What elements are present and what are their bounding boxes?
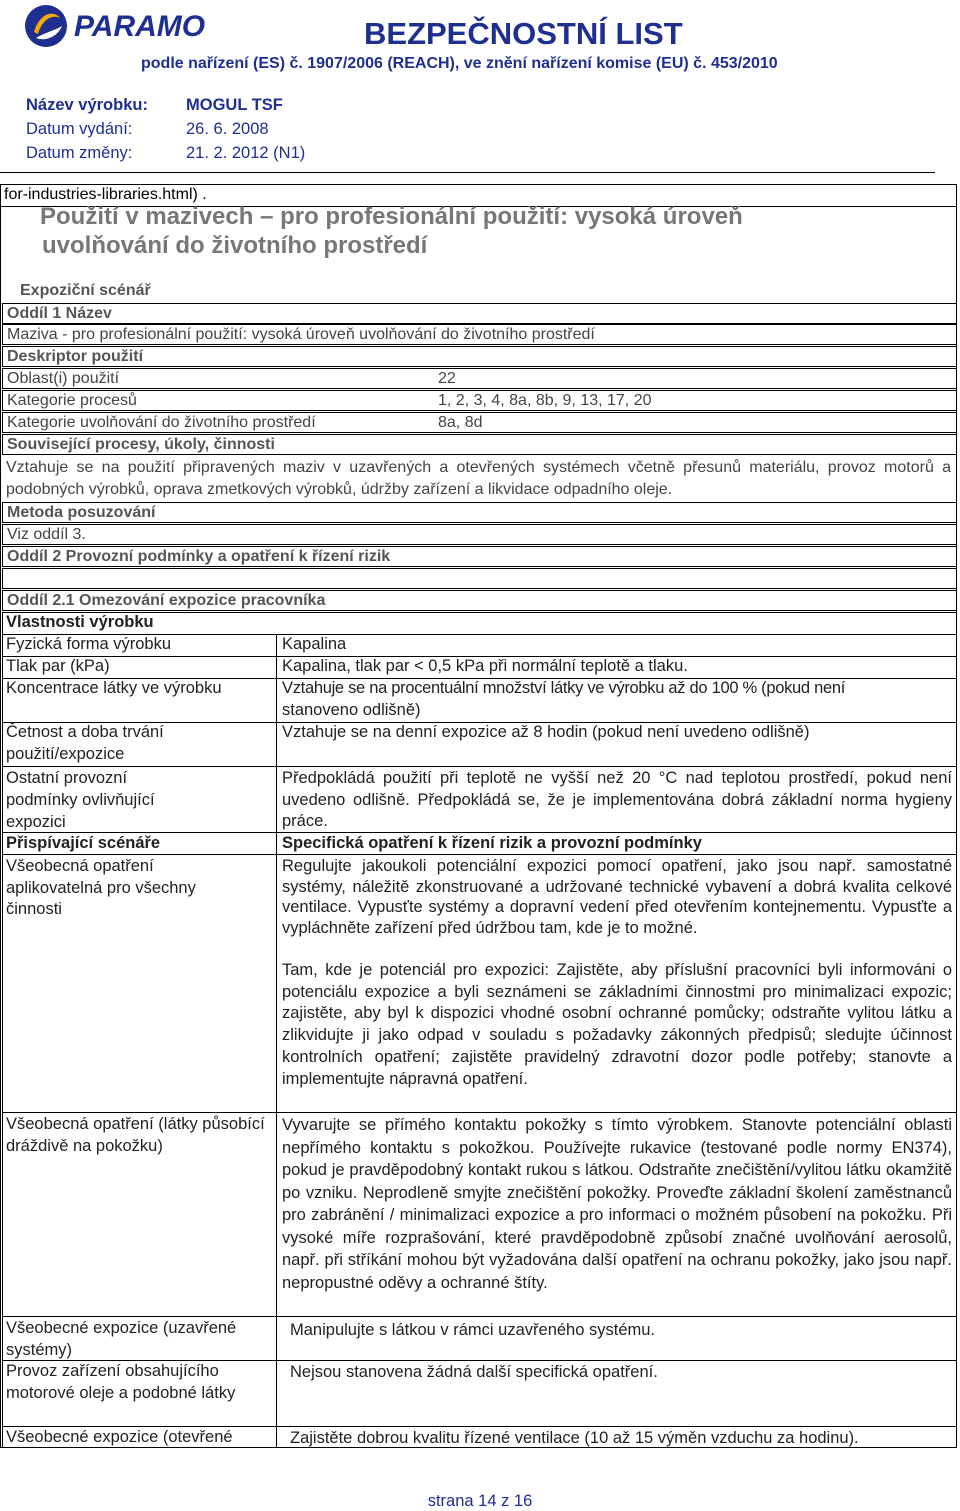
exposure-scenario-label: Expoziční scénář [20, 282, 151, 299]
changed-label: Datum změny: [26, 144, 133, 162]
empty-row [2, 568, 957, 589]
method-heading: Metoda posuzování [2, 502, 957, 523]
changed-date-line [26, 144, 305, 163]
motor-value: Nejsou stanovena žádná další specifická opatření. [290, 1363, 658, 1381]
descriptor-heading: Deskriptor použití [2, 346, 957, 367]
header-divider [0, 172, 935, 173]
proc-row [2, 390, 957, 411]
document-subtitle: podle nařízení (ES) č. 1907/2006 (REACH), ve znění nařízení komise (EU) č. 453/2010 [141, 55, 778, 72]
freq-label-1: Četnost a doba trvání [6, 723, 164, 741]
table-line [2, 1316, 957, 1317]
vp-label: Tlak par (kPa) [6, 657, 110, 675]
conc-value-2: stanoveno odlišně) [282, 701, 421, 719]
vp-value: Kapalina, tlak par < 0,5 kPa při normální teplotě a tlaku. [282, 657, 688, 675]
closed-value: Manipulujte s látkou v rámci uzavřeného systému. [290, 1321, 655, 1339]
areas-label: Oblast(i) použití [7, 370, 120, 387]
general-label: Všeobecná opatření aplikovatelná pro všechny činnosti [6, 857, 196, 919]
erc-row [2, 412, 957, 433]
props-heading: Vlastnosti výrobku [6, 613, 154, 631]
open-label: Všeobecné expozice (otevřené [6, 1428, 233, 1446]
continued-text: for-industries-libraries.html) . [4, 186, 207, 203]
issued-label: Datum vydání: [26, 120, 133, 138]
rmm-heading: Specifická opatření k řízení rizik a provozní podmínky [282, 834, 702, 852]
general-value-2: Tam, kde je potenciál pro expozici: Zajistěte, aby příslušní pracovníci byli informováni o potenciálu expozice a byli seznámeni se základními činnostmi pro minimalizaci expozic; zajistěte, aby byl k dispozici vhodné osobní ochranné pomůcky; odstraňte vylitou látku a zlikvidujte ji jako odpad v souladu s požadavky zákonných předpisů; sledujte účinnost kontrolních opatření; zajistěte pravidelný zdravotní dozor podle potřeby; stanovte a implementujte nápravná opatření. [282, 961, 952, 1088]
other-label-3: expozici [6, 813, 66, 831]
skin-value: Vyvarujte se přímého kontaktu pokožky s tímto výrobkem. Stanovte potenciální oblasti nepřímého kontaktu s pokožkou. Používejte rukavice (testované podle normy EN374), pokud je pravděpodobný kontakt rukou s látkou. Odstraňte znečištění/vylitou látku okamžitě po vzniku. Neprodleně smyjte znečištění pokožky. Proveďte základní školení zaměstnanců pro zabránění / minimalizaci expozice a pro informaci o možném působení na pokožku. Při vysoké míře rozprašování, které pravděpodobně způsobí značné uvolňování aerosolů, např. při stříkání mohou být vyžadována další opatření na ochranu pokožky, jako jsou např. nepropustné oděvy a ochranné štíty. [282, 1116, 952, 1292]
table-line [2, 1112, 957, 1113]
oddil-1-heading: Oddíl 1 Název [2, 303, 957, 324]
freq-value: Vztahuje se na denní expozice až 8 hodin (pokud není uvedeno odlišně) [282, 723, 810, 741]
other-label-1: Ostatní provozní [6, 769, 128, 787]
document-title: BEZPEČNOSTNÍ LIST [364, 16, 683, 51]
page-number: strana 14 z 16 [427, 1492, 533, 1510]
section-title [40, 202, 743, 260]
contrib-heading: Přispívající scénáře [6, 834, 161, 852]
frame-top-line [0, 184, 957, 185]
method-text: Viz oddíl 3. [2, 524, 957, 545]
changed-value: 21. 2. 2012 (N1) [186, 144, 306, 162]
issued-date-line [26, 120, 269, 139]
freq-label-2: použití/expozice [6, 745, 125, 763]
related-heading: Související procesy, úkoly, činnosti [2, 434, 957, 455]
other-value: Předpokládá použití při teplotě ne vyšší než 20 °C nad teplotou prostředí, pokud není uvedeno odlišně. Předpokládá se, že je implementována dobrá základní norma hygieny práce. [282, 769, 952, 831]
related-text: Vztahuje se na použití připravených maziv v uzavřených a otevřených systémech včetně přesunů materiálu, provoz motorů a podobných výrobků, oprava zmetkových výrobků, údržby zařízení a likvidace odpadního oleje. [6, 459, 951, 498]
general-value-1: Regulujte jakoukoli potenciální expozici pomocí opatření, jako jsou např. samostatné systémy, náležitě zkonstruované a udržované technické vybavení a dobrá kvalita celkové ventilace. Vypusťte systémy a dopravní vedení před otevřením kontejnementu. Vypusťte a vypláchněte zařízení před údržbou tam, kde je to možné. [282, 857, 952, 937]
proc-label: Kategorie procesů [7, 392, 137, 409]
product-value: MOGUL TSF [186, 96, 283, 114]
section-title-line-1: Použití v mazivech – pro profesionální použití: vysoká úroveň [40, 203, 743, 230]
erc-label: Kategorie uvolňování do životního prostředí [7, 414, 316, 431]
form-label: Fyzická forma výrobku [6, 635, 172, 653]
table-line [2, 766, 957, 767]
table-line [276, 634, 277, 1448]
motor-label: Provoz zařízení obsahujícího motorové oleje a podobné látky [6, 1362, 236, 1402]
svg-text:PARAMO: PARAMO [74, 10, 206, 43]
section-title-line-2: uvolňování do životního prostředí [42, 232, 428, 259]
form-value: Kapalina [282, 635, 347, 653]
other-label-2: podmínky ovlivňující [6, 791, 155, 809]
oddil-2-heading: Oddíl 2 Provozní podmínky a opatření k řízení rizik [2, 546, 957, 567]
product-name-line [26, 96, 283, 115]
proc-value: 1, 2, 3, 4, 8a, 8b, 9, 13, 17, 20 [438, 392, 652, 409]
conc-value-1: Vztahuje se na procentuální množství látky ve výrobku až do 100 % (pokud není [282, 679, 845, 697]
oddil-1-value: Maziva - pro profesionální použití: vysoká úroveň uvolňování do životního prostředí [2, 324, 957, 345]
skin-label: Všeobecná opatření (látky působící dráždivě na pokožku) [6, 1115, 265, 1155]
paramo-logo [22, 2, 212, 50]
areas-value: 22 [438, 370, 456, 387]
oddil-2-1-heading: Oddíl 2.1 Omezování expozice pracovníka [2, 590, 957, 611]
areas-row [2, 368, 957, 389]
issued-value: 26. 6. 2008 [186, 120, 269, 138]
closed-label: Všeobecné expozice (uzavřené systémy) [6, 1319, 237, 1359]
conc-label: Koncentrace látky ve výrobku [6, 679, 222, 697]
product-label: Název výrobku: [26, 96, 148, 114]
open-value: Zajistěte dobrou kvalitu řízené ventilace (10 až 15 výměn vzduchu za hodinu). [290, 1429, 859, 1447]
table-line [2, 612, 3, 1448]
erc-value: 8a, 8d [438, 414, 483, 431]
